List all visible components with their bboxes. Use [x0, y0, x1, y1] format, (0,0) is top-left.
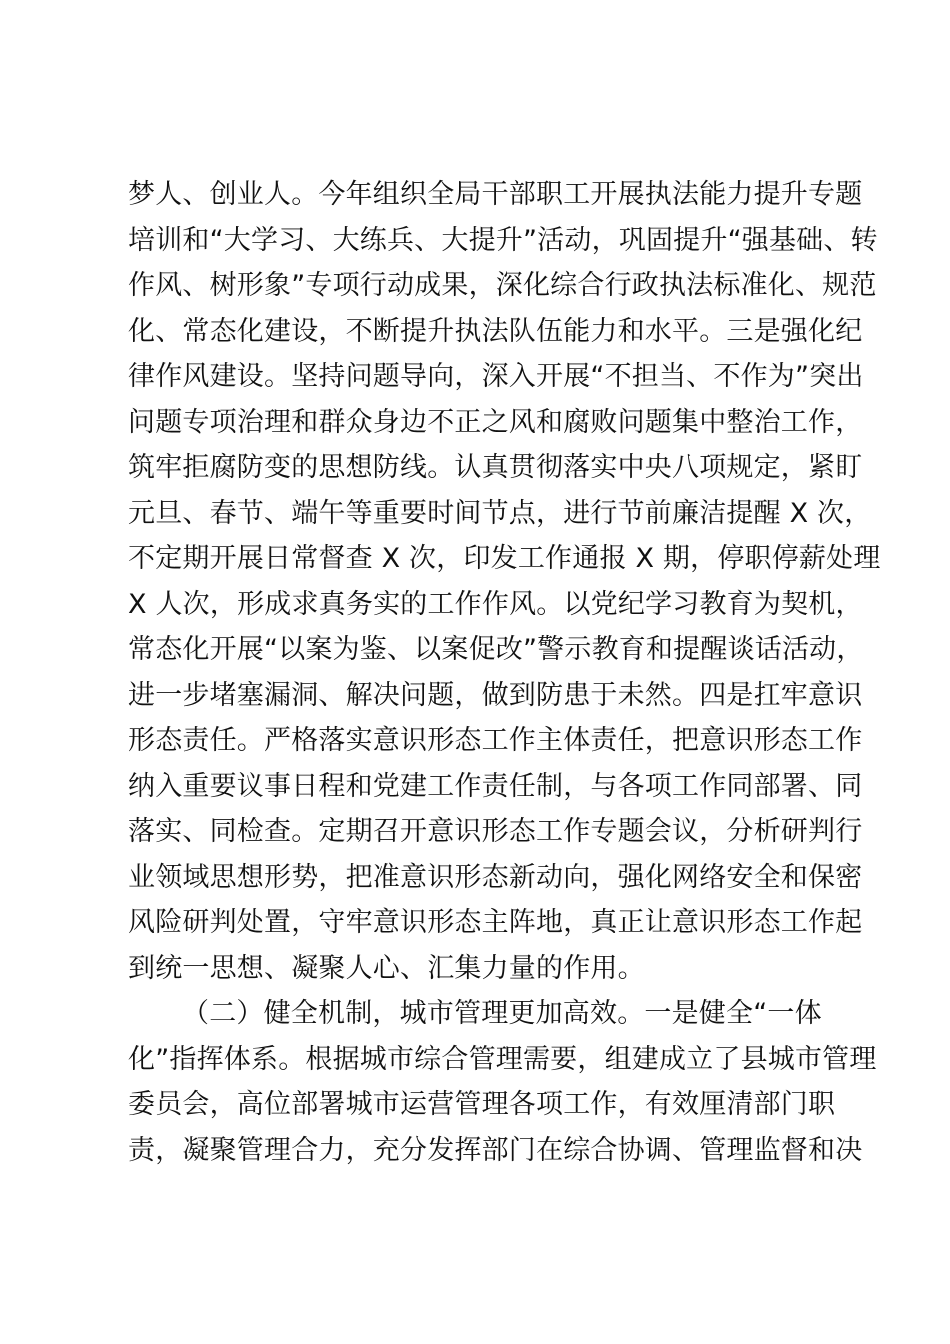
text-line: （二）健全机制，城市管理更加高效。一是健全“一体	[182, 998, 822, 1029]
text-line: 培训和“大学习、大练兵、大提升”活动，巩固提升“强基础、转	[128, 224, 878, 256]
paragraph-2	[128, 991, 877, 1173]
text-line: 作风、树形象”专项行动成果，深化综合行政执法标准化、规范	[128, 270, 877, 301]
text-line: 化、常态化建设，不断提升执法队伍能力和水平。三是强化纪	[128, 315, 863, 347]
text-line: 律作风建设。坚持问题导向，深入开展“不担当、不作为”突出	[128, 361, 864, 392]
text-line: 梦人、创业人。今年组织全局干部职工开展执法能力提升专题	[128, 179, 863, 210]
text-line: 风险研判处置，守牢意识形态主阵地，真正让意识形态工作起	[128, 907, 863, 938]
text-line: 筑牢拒腐防变的思想防线。认真贯彻落实中央八项规定，紧盯	[128, 452, 863, 483]
text-line: 不定期开展日常督查 X 次，印发工作通报 X 期，停职停薪处理	[128, 543, 881, 574]
text-line: 落实、同检查。定期召开意识形态工作专题会议，分析研判行	[128, 816, 863, 847]
text-line: 到统一思想、凝聚人心、汇集力量的作用。	[128, 952, 645, 984]
text-line: 形态责任。严格落实意识形态工作主体责任，把意识形态工作	[128, 725, 863, 756]
text-line: 问题专项治理和群众身边不正之风和腐败问题集中整治工作，	[128, 406, 863, 438]
paragraph-1	[128, 172, 881, 991]
body-text	[128, 172, 881, 1173]
text-line: 元旦、春节、端午等重要时间节点，进行节前廉洁提醒 X 次，	[128, 497, 872, 529]
text-line: 委员会，高位部署城市运营管理各项工作，有效厘清部门职	[128, 1089, 836, 1120]
text-line: 纳入重要议事日程和党建工作责任制，与各项工作同部署、同	[128, 770, 863, 802]
text-line: 责，凝聚管理合力，充分发挥部门在综合协调、管理监督和决	[128, 1134, 863, 1166]
text-line: X 人次，形成求真务实的工作作风。以党纪学习教育为契机，	[128, 588, 863, 620]
text-line: 化”指挥体系。根据城市综合管理需要，组建成立了县城市管理	[128, 1043, 877, 1075]
text-line: 进一步堵塞漏洞、解决问题，做到防患于未然。四是扛牢意识	[128, 679, 863, 711]
text-line: 常态化开展“以案为鉴、以案促改”警示教育和提醒谈话活动，	[128, 634, 864, 665]
text-line: 业领域思想形势，把准意识形态新动向，强化网络安全和保密	[128, 861, 863, 893]
